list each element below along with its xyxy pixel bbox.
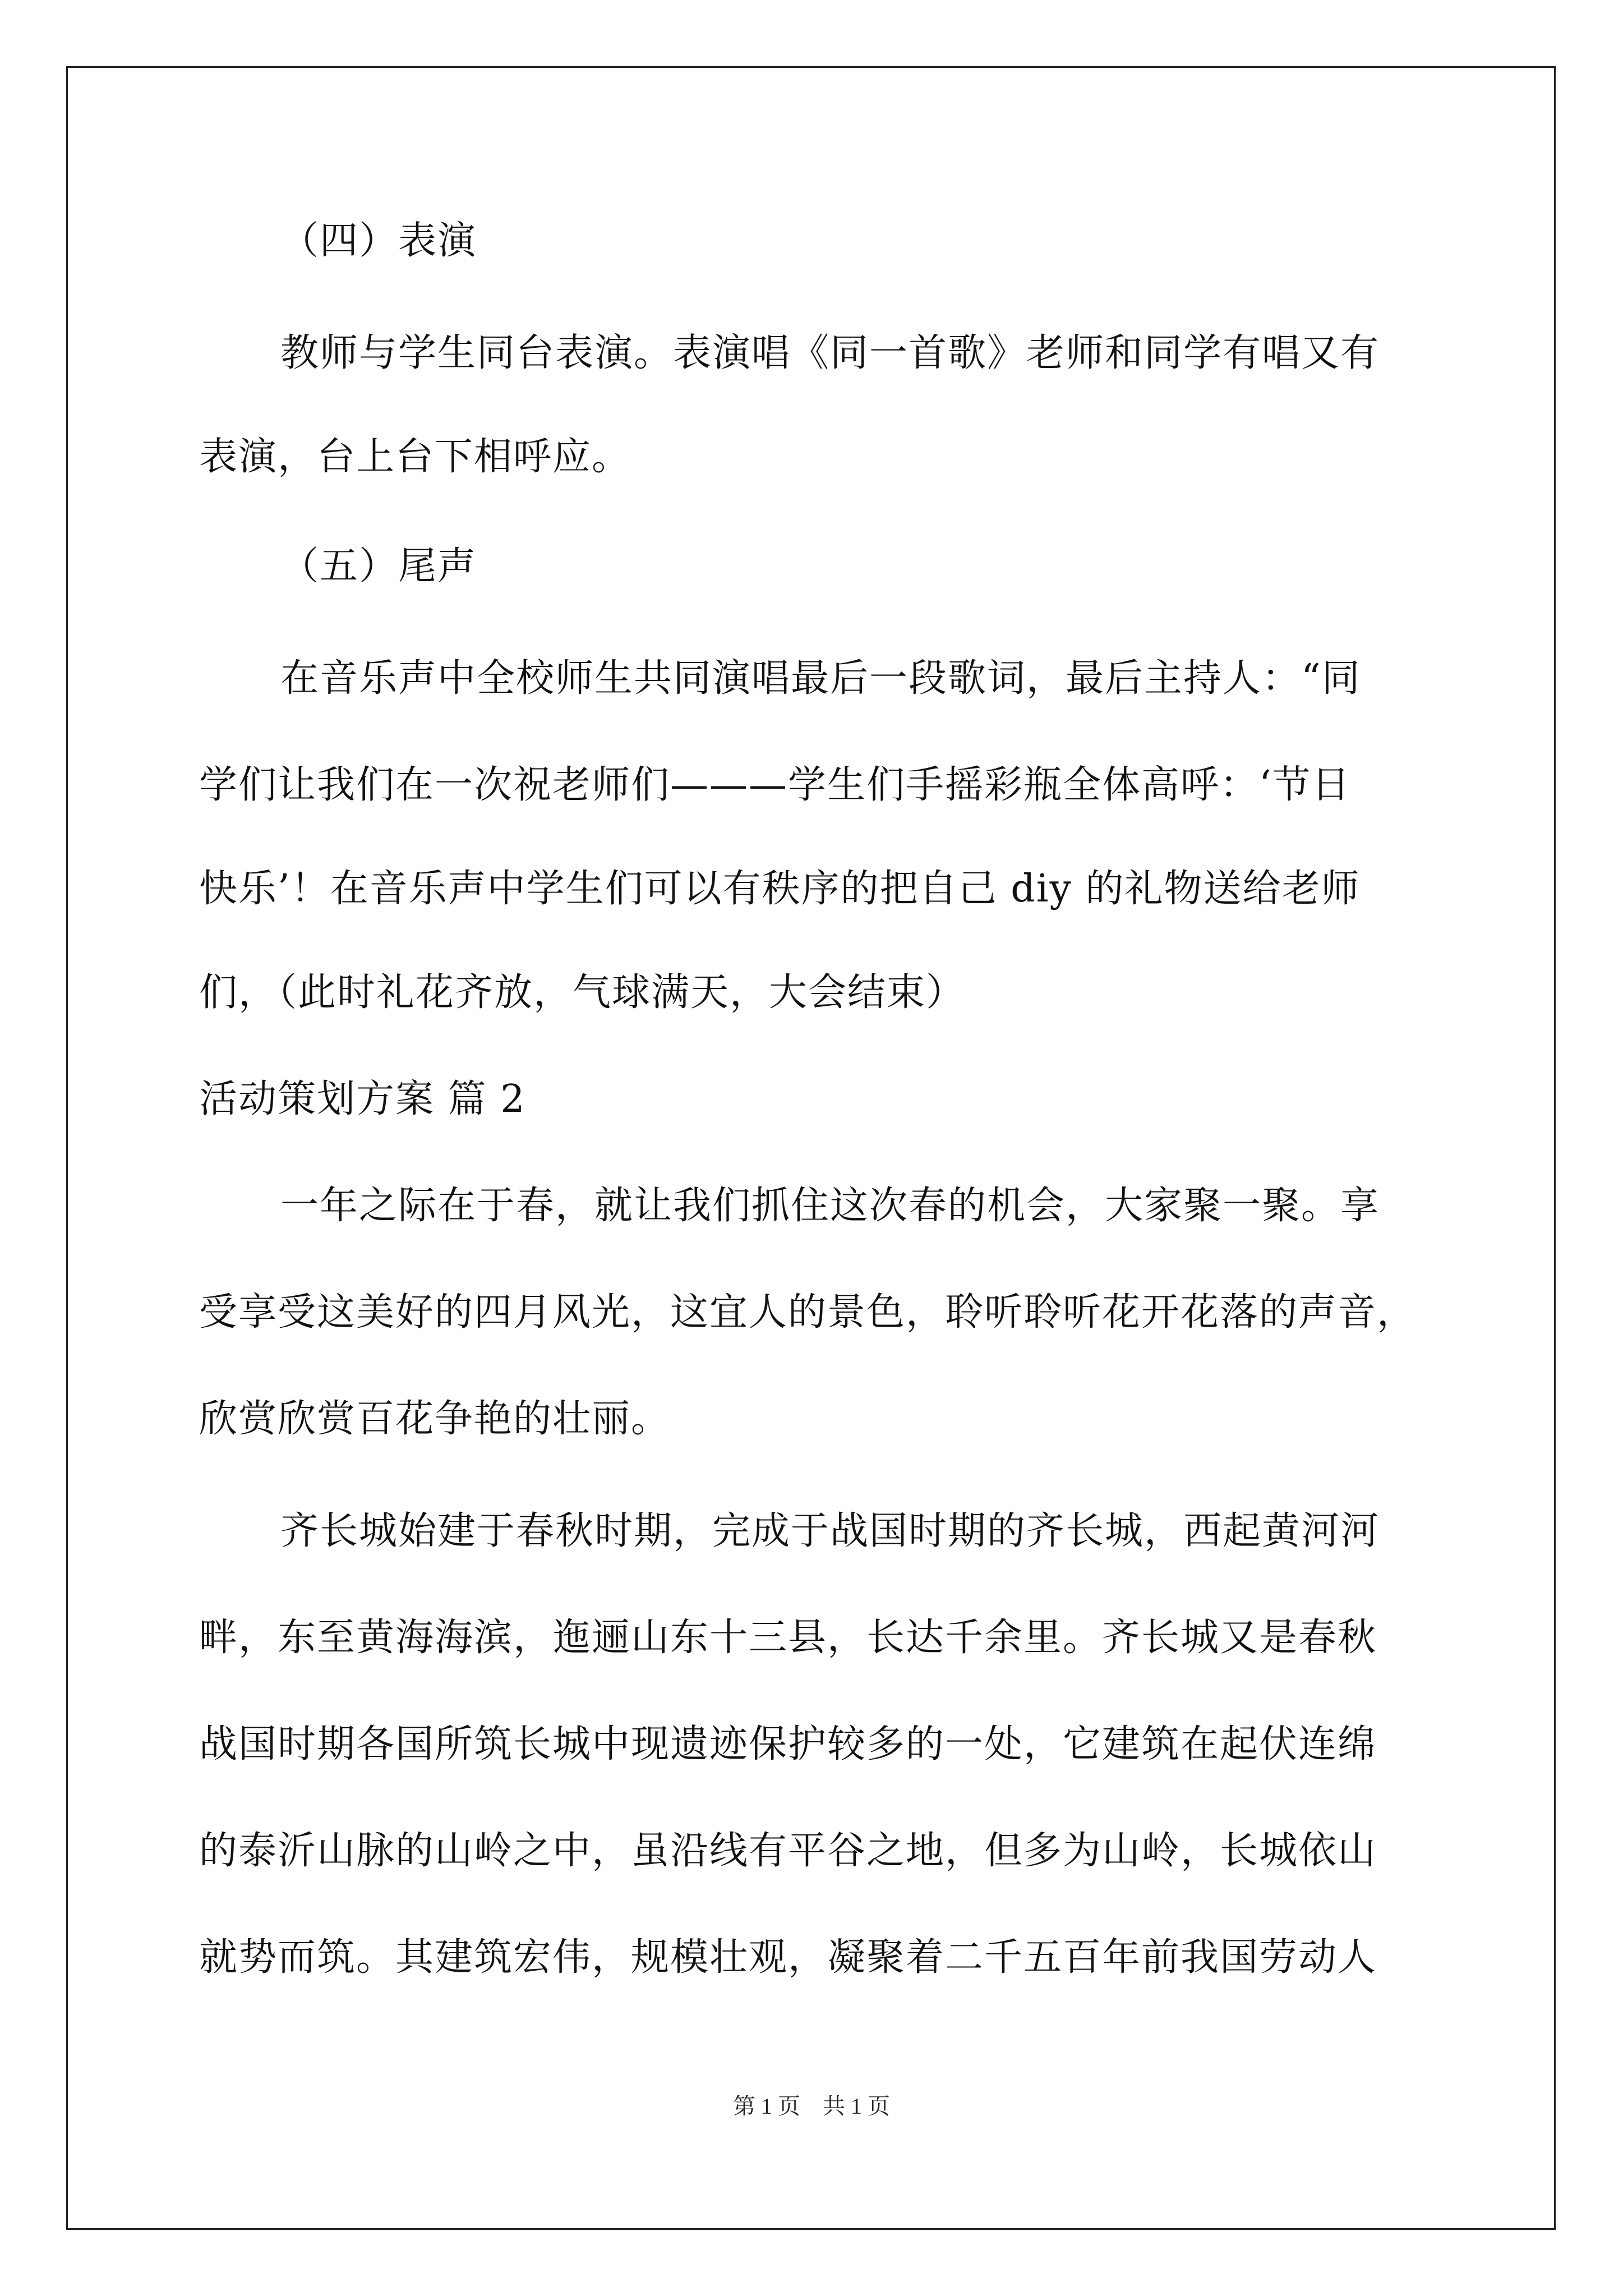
section-title: 活动策划方案 篇 2 [199, 1077, 526, 1121]
paragraph-line: 在音乐声中全校师生共同演唱最后一段歌词，最后主持人：“同 [280, 656, 1361, 701]
section-heading-performance: （四）表演 [280, 219, 477, 263]
paragraph-line: 学们让我们在一次祝老师们———学生们手摇彩瓶全体高呼：‘节日 [199, 763, 1351, 807]
paragraph-line: 畔，东至黄海海滨，迤逦山东十三县，长达千余里。齐长城又是春秋 [199, 1616, 1377, 1660]
paragraph-line: 的泰沂山脉的山岭之中，虽沿线有平谷之地，但多为山岭，长城依山 [199, 1829, 1377, 1873]
paragraph-line: 快乐’！在音乐声中学生们可以有秩序的把自己 diy 的礼物送给老师 [199, 867, 1361, 911]
section-heading-ending: （五）尾声 [280, 544, 477, 588]
paragraph-line: 欣赏欣赏百花争艳的壮丽。 [199, 1397, 671, 1441]
paragraph-line: 们，（此时礼花齐放，气球满天，大会结束） [199, 970, 966, 1015]
page-number-footer: 第 1 页 共 1 页 [733, 2093, 890, 2119]
paragraph-line: 齐长城始建于春秋时期，完成于战国时期的齐长城，西起黄河河 [280, 1509, 1380, 1553]
paragraph-line: 就势而筑。其建筑宏伟，规模壮观，凝聚着二千五百年前我国劳动人 [199, 1935, 1377, 1980]
paragraph-line: 受享受这美好的四月风光，这宜人的景色，聆听聆听花开花落的声音， [199, 1290, 1417, 1335]
page-border [66, 66, 1556, 2230]
paragraph-line: 战国时期各国所筑长城中现遗迹保护较多的一处，它建筑在起伏连绵 [199, 1722, 1377, 1766]
paragraph-line: 表演，台上台下相呼应。 [199, 435, 631, 479]
paragraph-line: 一年之际在于春，就让我们抓住这次春的机会，大家聚一聚。享 [280, 1184, 1380, 1228]
paragraph-line: 教师与学生同台表演。表演唱《同一首歌》老师和同学有唱又有 [280, 331, 1380, 375]
